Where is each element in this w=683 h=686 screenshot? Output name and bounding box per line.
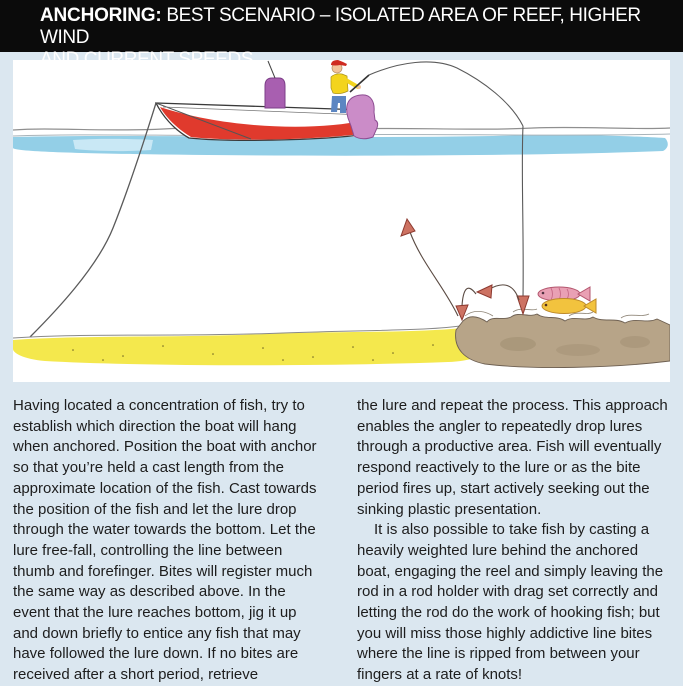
fish-icon <box>538 287 596 314</box>
title-lead-word: ANCHORING: <box>40 5 162 26</box>
arrow-left-icon <box>477 285 492 298</box>
title-bar <box>0 0 683 52</box>
reef <box>456 309 670 368</box>
console <box>265 78 285 108</box>
title-line1: BEST SCENARIO – ISOLATED AREA OF REEF, HIGHER WIND <box>40 5 641 48</box>
fishing-line <box>350 62 523 298</box>
antenna <box>268 61 275 78</box>
cap <box>331 60 347 66</box>
lure-path-arrows <box>401 219 529 320</box>
arrow-up-icon <box>401 219 415 236</box>
cast-arc <box>369 62 523 126</box>
anchoring-diagram <box>13 60 670 382</box>
seabed-sand <box>13 326 485 365</box>
paragraph: the lure and repeat the process. This approach enables the angler to repeatedly drop lures through a productive area. Fish will eventually respond reactively to the lure or as the bite period fires up, start actively seeking out the sinking plastic presentation. <box>357 397 668 518</box>
body-column-right <box>357 396 673 686</box>
shirt <box>331 74 348 94</box>
body-column-left <box>13 396 325 686</box>
diagram-panel <box>13 60 670 382</box>
paragraph: It is also possible to take fish by casting a heavily weighted lure behind the anchored boat, engaging the reel and simply leaving the rod in a rod holder with drag set correctly and letting the rod do the work of hooking fish; but you will miss those highly addictive line bites where the line is ripped from between your fingers at a rate of knots! <box>357 521 664 684</box>
arrow-downleft-icon <box>456 305 468 320</box>
paragraph: Having located a concentration of fish, try to establish which direction the boat will hang when anchored. Position the boat with anchor so that you’re held a cast length from the approximate location of the fish. Cast towards the position of the fish and let the lure drop through the water towards the bottom. Let the lure free-fall, controlling the line between thumb and forefinger. Bites will register much the same way as described above. In the event that the lure reaches bottom, jig it up and down briefly to entice any fish that may have followed the lure down. If no bites are received after a short period, retrieve <box>13 397 317 684</box>
